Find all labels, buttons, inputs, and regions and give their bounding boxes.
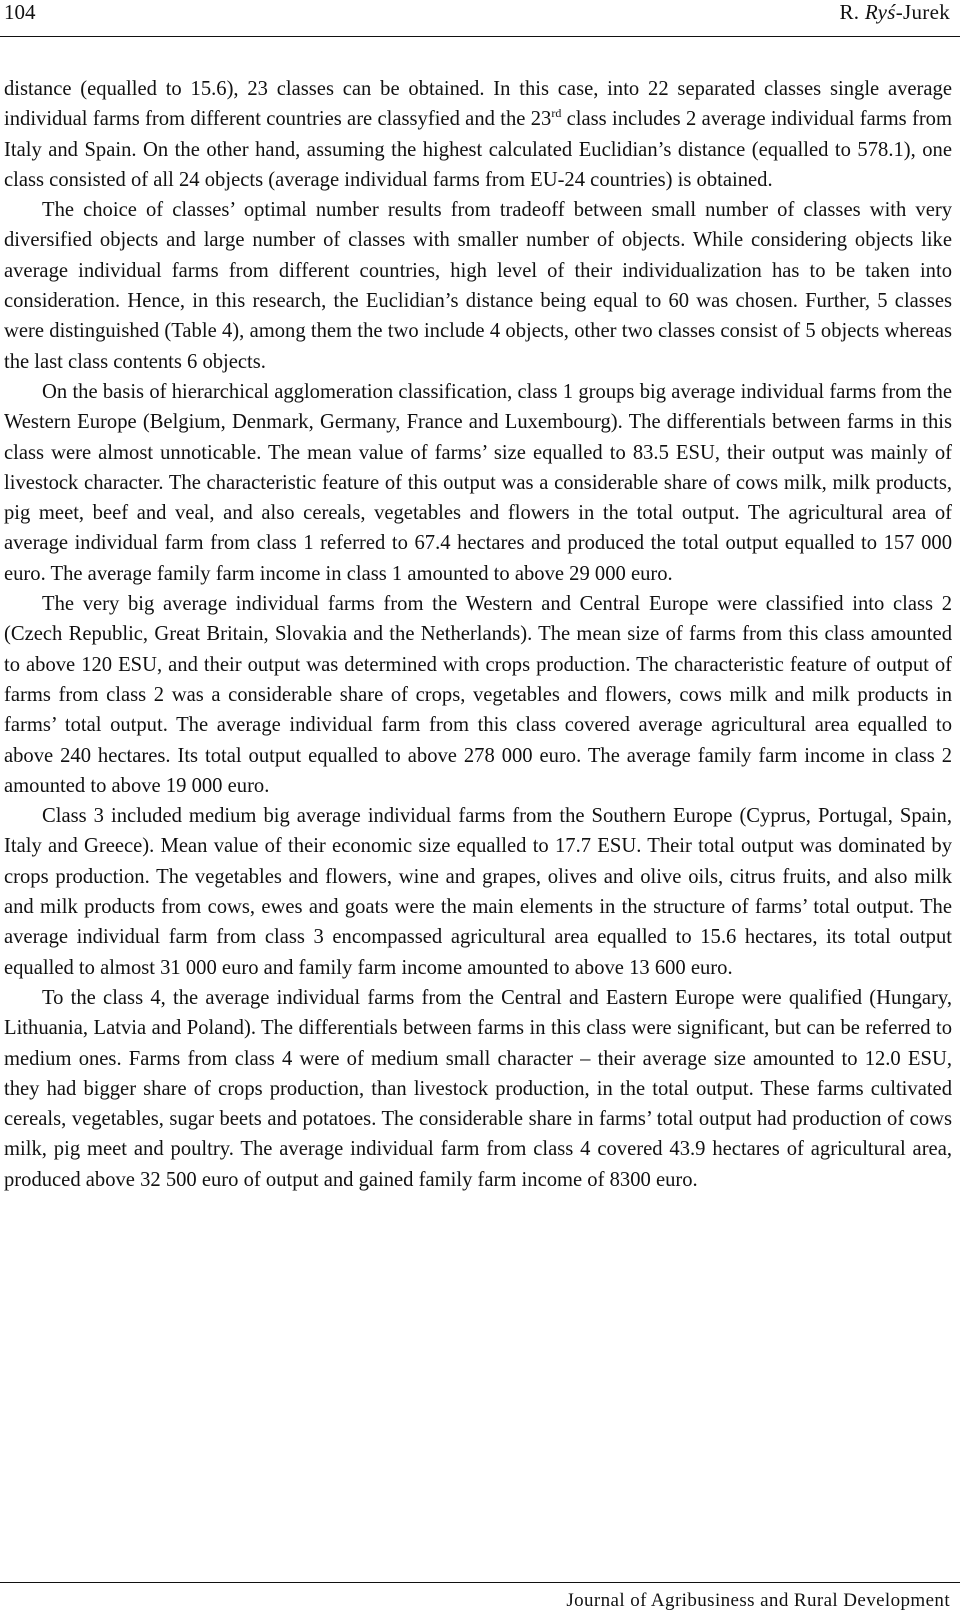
paragraph-3: On the basis of hierarchical agglomeration classification, class 1 groups big average individual farms from the Western Europe (Belgium, Denmark, Germany, France and Luxembourg). The differentials between farms in this class were almost unnoticable. The mean value of farms’ size equalled to 83.5 ESU, their output was mainly of livestock character. The characteristic feature of this output was a considerable share of cows milk, milk products, pig meet, beef and veal, and also cereals, vegetables and flowers in the total output. The agricultural area of average individual farm from class 1 referred to 67.4 hectares and produced the total output equalled to 157 000 euro. The average family farm income in class 1 amounted to above 29 000 euro.: [4, 380, 952, 585]
ordinal-superscript: rd: [551, 106, 562, 121]
running-head-author: [839, 0, 950, 25]
page-header: [0, 0, 960, 37]
paragraph-1: [4, 74, 952, 195]
paragraph-6: To the class 4, the average individual farms from the Central and Eastern Europe were qualified (Hungary, Lithuania, Latvia and Poland). The differentials between farms in this class were significant, but can be referred to medium ones. Farms from class 4 were of medium small character – their average size amounted to 12.0 ESU, they had bigger share of crops production, than livestock production, in the total output. These farms cultivated cereals, vegetables, sugar beets and potatoes. The considerable share in farms’ total output had production of cows milk, pig meet and poultry. The average individual farm from class 4 covered 43.9 hectares of agricultural area, produced above 32 500 euro of output and gained family farm income of 8300 euro.: [4, 986, 952, 1191]
journal-footer: Journal of Agribusiness and Rural Development: [566, 1590, 950, 1611]
author-italic: Ryś: [864, 0, 896, 24]
paragraph-5: Class 3 included medium big average individual farms from the Southern Europe (Cyprus, Portugal, Spain, Italy and Greece). Mean value of their economic size equalled to 17.7 ESU. Their total output was dominated by crops production. The vegetables and flowers, wine and grapes, olives and olive oils, citrus fruits, and also milk and milk products from cows, ewes and goats were the main elements in the structure of farms’ total output. The average individual farm from class 3 encompassed agricultural area equalled to 15.6 hectares, its total output equalled to almost 31 000 euro and family farm income amounted to above 13 600 euro.: [4, 805, 952, 979]
footer-divider: [0, 1582, 960, 1583]
paragraph-1-part-b: class includes 2 average individual farms from Italy and Spain. On the other hand, assuming the highest calculated Euclidian’s distance (equalled to 578.1), one class consisted of all 24 objects (average individual farms from EU-24 countries) is obtained.: [4, 108, 952, 191]
author-suffix: -Jurek: [895, 0, 950, 24]
page-number: 104: [4, 0, 36, 24]
author-prefix: R.: [839, 0, 865, 24]
paragraph-1-part-a: distance (equalled to 15.6), 23 classes can be obtained. In this case, into 22 separated classes single average individual farms from different countries are classyfied and the 23: [4, 78, 952, 131]
article-body: [4, 74, 952, 1195]
paragraph-4: The very big average individual farms from the Western and Central Europe were classified into class 2 (Czech Republic, Great Britain, Slovakia and the Netherlands). The mean size of farms from this class amounted to above 120 ESU, and their output was determined with crops production. The characteristic feature of output of farms from class 2 was a considerable share of crops, vegetables and flowers, cows milk and milk products in farms’ total output. The average individual farm from this class covered average agricultural area equalled to above 240 hectares. Its total output equalled to above 278 000 euro. The average family farm income in class 2 amounted to above 19 000 euro.: [4, 593, 952, 797]
paragraph-2: The choice of classes’ optimal number results from tradeoff between small number of classes with very diversified objects and large number of classes with smaller number of objects. While considering objects like average individual farms from different countries, high level of their individualization has to be taken into consideration. Hence, in this research, the Euclidian’s distance being equal to 60 was chosen. Further, 5 classes were distinguished (Table 4), among them the two include 4 objects, other two classes consist of 5 objects whereas the last class contents 6 objects.: [4, 199, 952, 373]
